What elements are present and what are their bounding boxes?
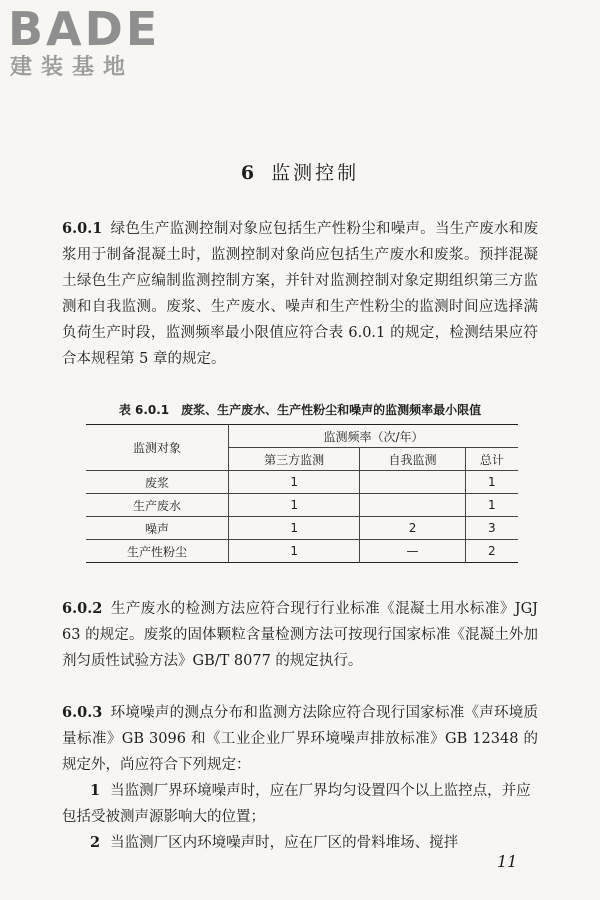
cell-self	[360, 471, 465, 494]
chapter-title: 监测控制	[271, 162, 360, 184]
cell-total: 2	[465, 540, 518, 563]
clause-text: 绿色生产监测控制对象应包括生产性粉尘和噪声。当生产废水和废浆用于制备混凝土时，监测控制对象尚应包括生产废水和废浆。预拌混凝土绿色生产应编制监测控制方案，并针对监测控制对象定期组织第三方监测和自我监测。废浆、生产废水、噪声和生产性粉尘的监测时间应选择满负荷生产时段，监测频率最小限值应符合表 6.0.1 的规定，检测结果应符合本规程第 5 章的规定。	[62, 221, 538, 367]
cell-object: 噪声	[86, 517, 229, 540]
cell-object: 生产性粉尘	[86, 540, 229, 563]
chapter-number: 6	[240, 162, 258, 184]
cell-third-party: 1	[229, 517, 360, 540]
page-number: 11	[497, 852, 518, 871]
cell-third-party: 1	[229, 494, 360, 517]
cell-object: 废浆	[86, 471, 229, 494]
cell-third-party: 1	[229, 471, 360, 494]
item-text: 当监测厂界环境噪声时，应在厂界均匀设置四个以上监控点，并应包括受被测声源影响大的位置；	[62, 783, 531, 825]
brand-logo	[8, 4, 160, 82]
header-total: 总计	[465, 448, 518, 471]
header-self: 自我监测	[360, 448, 465, 471]
clause-6-0-2	[62, 596, 538, 674]
cell-total: 3	[465, 517, 518, 540]
list-item	[62, 830, 538, 856]
cell-third-party: 1	[229, 540, 360, 563]
table-row	[86, 517, 518, 540]
clause-6-0-3	[62, 700, 538, 778]
item-text: 当监测厂区内环境噪声时，应在厂区的骨料堆场、搅拌	[110, 835, 459, 851]
header-object: 监测对象	[86, 425, 229, 471]
cell-object: 生产废水	[86, 494, 229, 517]
cell-self: —	[360, 540, 465, 563]
header-frequency: 监测频率（次/年）	[229, 425, 518, 448]
table-row	[86, 494, 518, 517]
table-title: 表 6.0.1 废浆、生产废水、生产性粉尘和噪声的监测频率最小限值	[118, 403, 482, 417]
monitoring-frequency-table	[86, 424, 518, 563]
cell-total: 1	[465, 494, 518, 517]
item-number: 1	[90, 782, 101, 799]
chapter-heading	[0, 158, 600, 185]
list-item	[62, 778, 538, 830]
clause-number: 6.0.3	[62, 704, 103, 721]
table-header-row	[86, 425, 518, 448]
table-row	[86, 471, 518, 494]
clause-6-0-1	[62, 216, 538, 372]
clause-text: 生产废水的检测方法应符合现行行业标准《混凝土用水标准》JGJ 63 的规定。废浆的固体颗粒含量检测方法可按现行国家标准《混凝土外加剂匀质性试验方法》GB/T 8077 的规定执行。	[62, 601, 538, 669]
clause-number: 6.0.1	[62, 220, 103, 237]
logo-subtitle: 建装基地	[10, 55, 135, 80]
item-number: 2	[90, 834, 101, 851]
cell-self: 2	[360, 517, 465, 540]
logo-brand-text: BADE	[8, 2, 161, 56]
cell-total: 1	[465, 471, 518, 494]
clause-number: 6.0.2	[62, 600, 103, 617]
table-row	[86, 540, 518, 563]
header-third-party: 第三方监测	[229, 448, 360, 471]
cell-self	[360, 494, 465, 517]
clause-text: 环境噪声的测点分布和监测方法除应符合现行国家标准《声环境质量标准》GB 3096 和《工业企业厂界环境噪声排放标准》GB 12348 的规定外，尚应符合下列规定：	[62, 705, 538, 773]
